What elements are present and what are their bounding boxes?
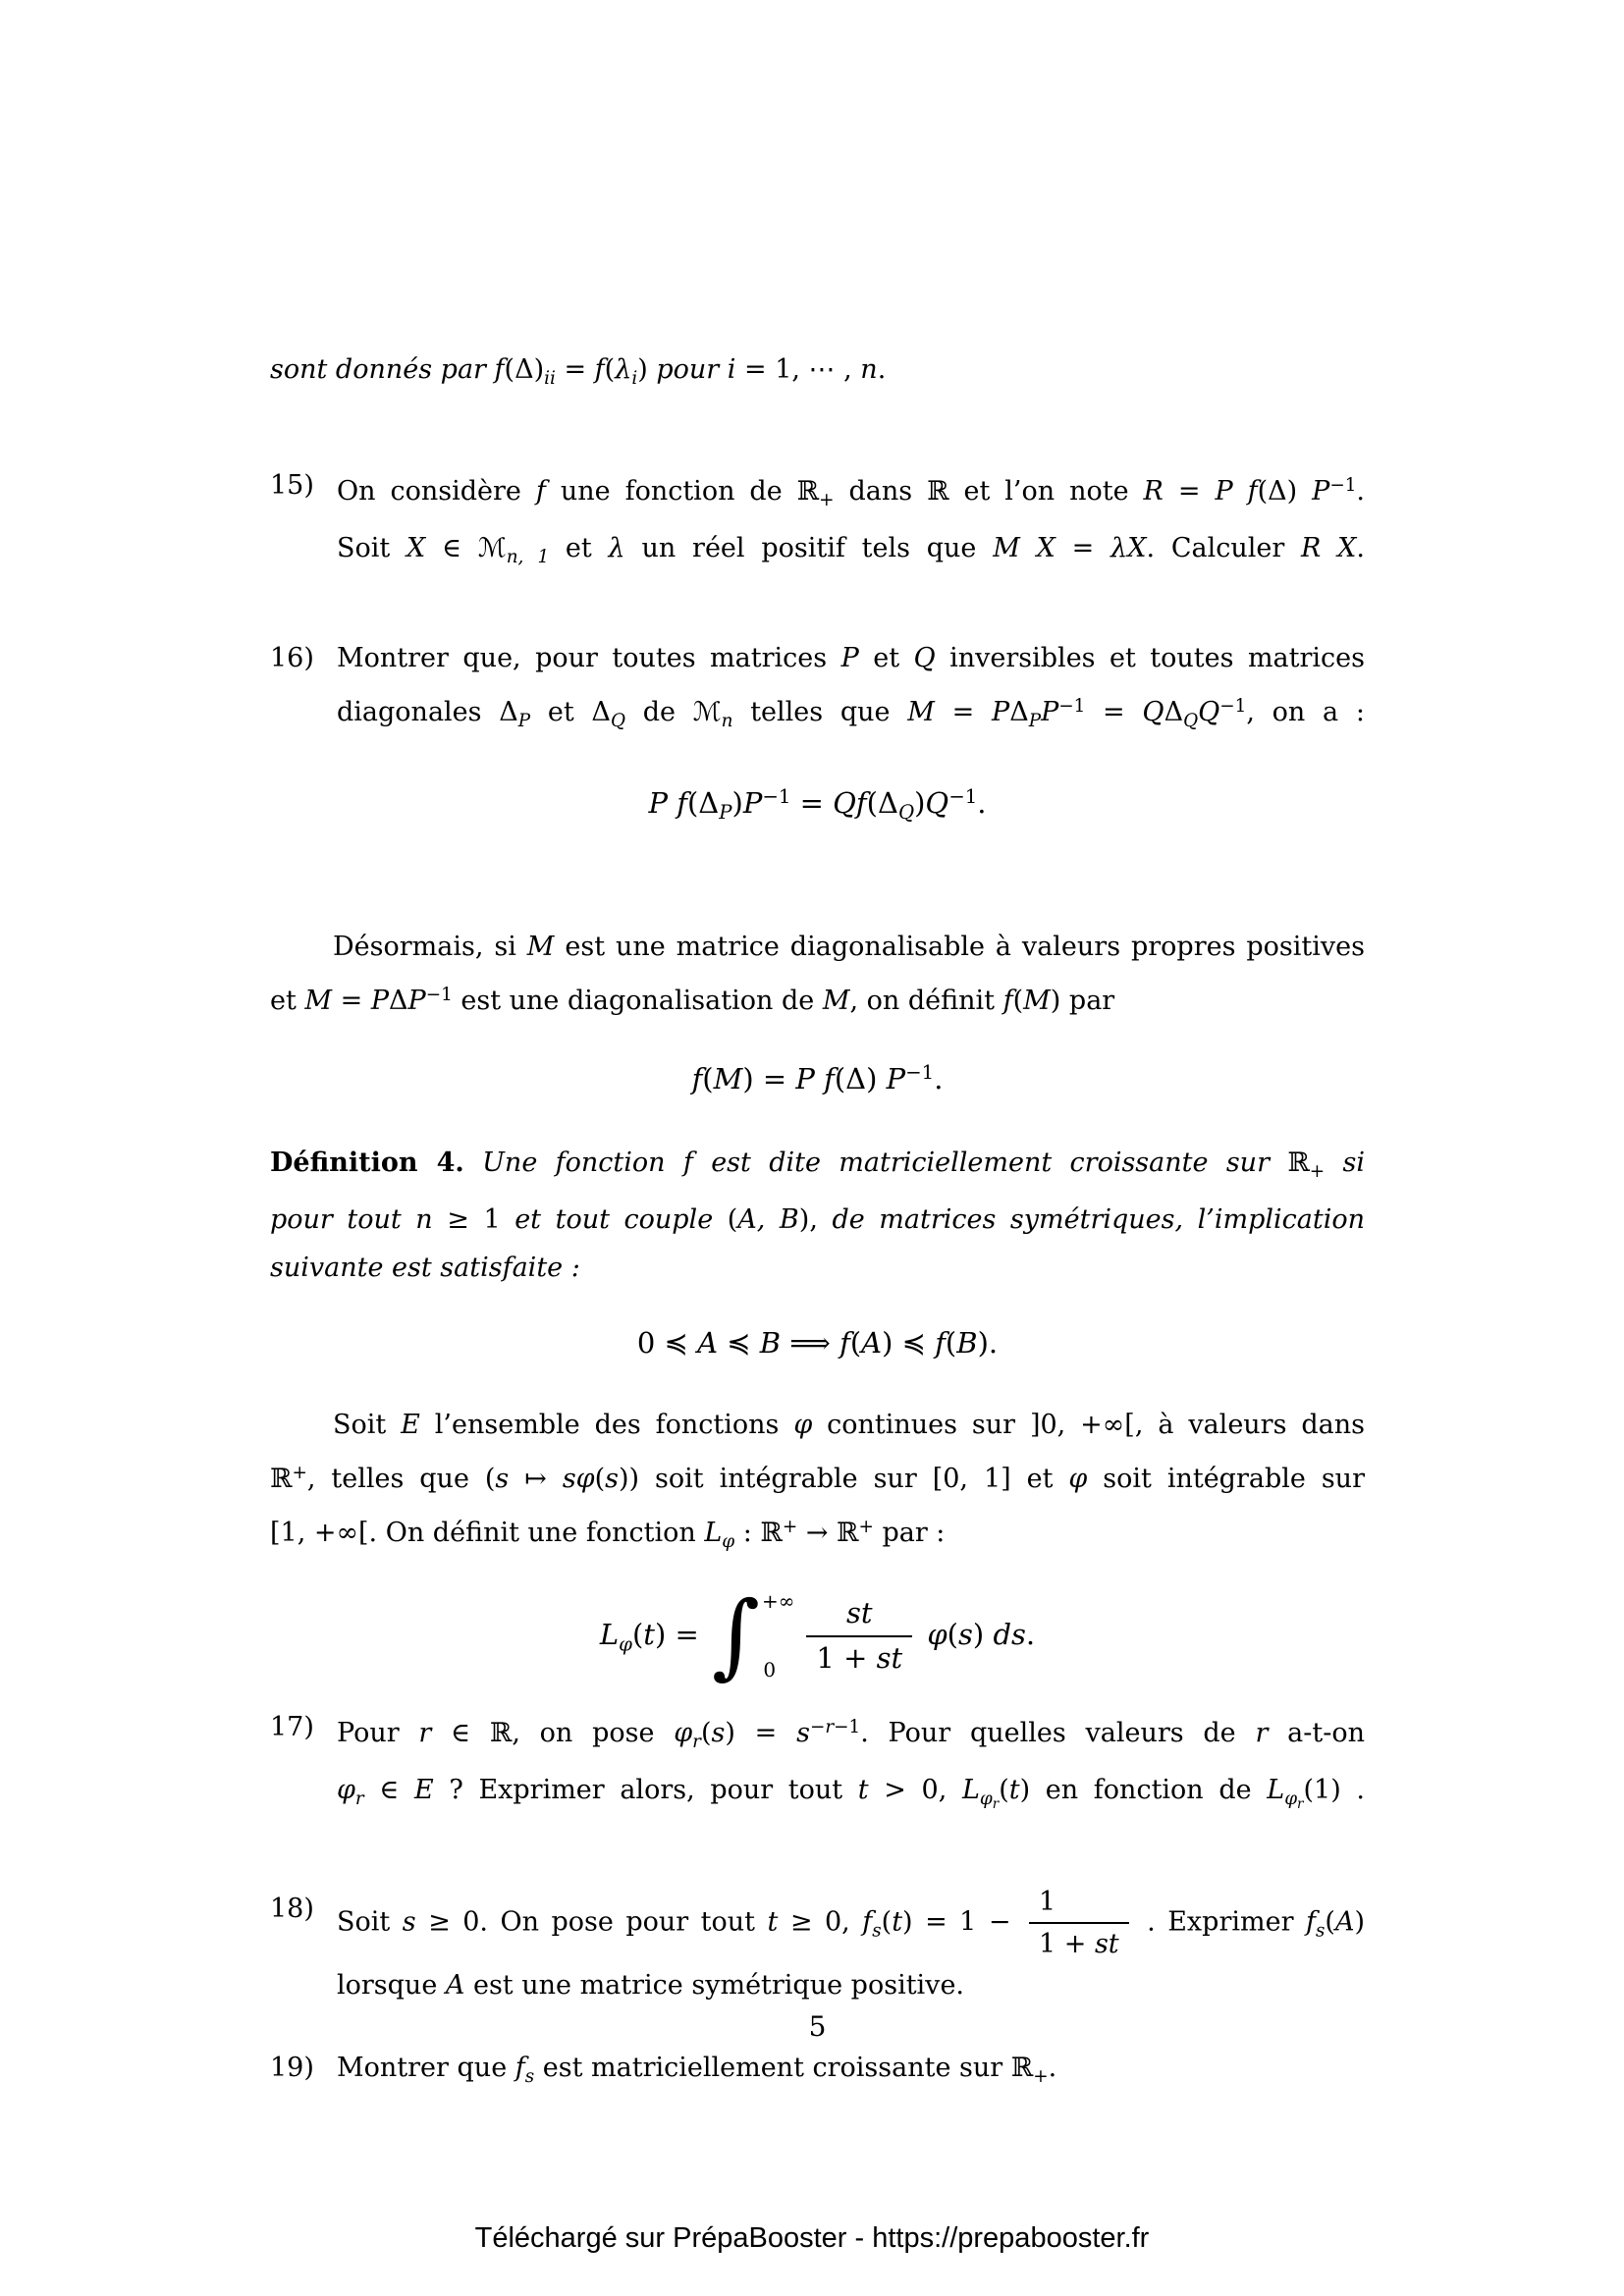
text-line: Montrer que, pour toutes matrices P et Q inversibles et toutes matrices (337, 642, 1365, 673)
question-18 (270, 1885, 1365, 2009)
text-line: Soit E l’ensemble des fonctions φ continues sur ]0, +∞[, à valeurs dans (333, 1409, 1365, 1440)
question-number: 17) (270, 1712, 314, 1743)
question-17 (270, 1703, 1365, 1829)
display-formula-integral: $L_\varphi(t)$ = ∫ +∞ 0 $\frac{st}{1 + st}$ φ(s) ds. (599, 1582, 1036, 1690)
text-line: Montrer que $f_s$ est matriciellement croissante sur ℝ$_+$. (337, 2053, 1057, 2088)
question-body (337, 2044, 1365, 2101)
fraction: $\frac{st}{1 + st}$ (806, 1595, 912, 1677)
footer-text: Téléchargé sur PrépaBooster - https://prepabooster.fr (474, 2222, 1150, 2254)
text-line: Soit s ≥ 0. On pose pour tout t ≥ 0, $f_s(t) = 1$ − $\frac{1}{1 + st}$ . Exprimer $f_s(A)$ (337, 1885, 1365, 1961)
question-body (337, 461, 1365, 581)
text-line: Pour r ∈ ℝ, on pose $\varphi_r(s) = s^{-r-1}$. Pour quelles valeurs de r a-t-on (337, 1717, 1365, 1753)
question-19 (270, 2044, 1365, 2101)
question-15 (270, 461, 1365, 581)
question-number: 16) (270, 642, 314, 673)
text-line: lorsque A est une matrice symétrique positive. (337, 1970, 965, 2002)
page-content (270, 346, 1365, 2101)
intro-line: sont donnés par $f(\Delta)_{ii} = f(\lambda_i)$ pour i = 1, ⋯ , n. (270, 354, 887, 389)
text-line: [1, +∞[. On définit une fonction $L_\varphi$ : ℝ+ → ℝ+ par : (270, 1517, 946, 1553)
fraction: $\frac{1}{1 + st}$ (1029, 1885, 1129, 1961)
page-number: 5 (808, 2010, 827, 2043)
question-16 (270, 634, 1365, 745)
text-line: ℝ+, telles que (s ↦ sφ(s)) soit intégrable sur [0, 1] et φ soit intégrable sur (270, 1462, 1365, 1495)
paragraph-soit-e (270, 1401, 1365, 1566)
text-line: Définition 4. Une fonction f est dite matriciellement croissante sur ℝ$_+$ si (270, 1148, 1365, 1182)
text-line: et $M = P\Delta P^{-1}$ est une diagonalisation de M, on définit f(M) par (270, 985, 1115, 1017)
display-formula-f-of-m: f(M) = P f(Δ) $P^{-1}$. (691, 1061, 944, 1096)
definition-4 (270, 1139, 1365, 1292)
text-line: On considère f une fonction de ℝ$_+$ dans ℝ et l’on note R = P f(Δ) $P^{-1}$. (337, 474, 1365, 510)
text-line: Soit X ∈ ℳ$_{n, 1}$ et λ un réel positif tels que M X = λX. Calculer R X. (337, 532, 1365, 567)
question-body (337, 634, 1365, 745)
paragraph-desormais (270, 923, 1365, 1025)
text-line: suivante est satisfaite : (270, 1252, 580, 1283)
text-line: $\varphi_r$ ∈ E ? Exprimer alors, pour tout t > 0, $L_{\varphi r}(t)$ en fonction de $L_{\varphi r}(1)$ . (337, 1775, 1365, 1813)
question-number: 19) (270, 2053, 314, 2084)
text-line: Désormais, si M est une matrice diagonalisable à valeurs propres positives (333, 932, 1365, 962)
text-line: pour tout n ≥ 1 et tout couple (A, B), de matrices symétriques, l’implication (270, 1203, 1365, 1235)
footer-credit (0, 2220, 1624, 2256)
question-number: 15) (270, 469, 314, 501)
display-formula-q16: P $f(\Delta_P)P^{-1} = Qf(\Delta_Q)Q^{-1}$. (648, 784, 987, 824)
display-formula-definition: 0 ≼ A ≼ B ⟹ f(A) ≼ f(B). (636, 1325, 999, 1360)
question-number: 18) (270, 1894, 314, 1925)
text-line: diagonales $\Delta_P$ et $\Delta_Q$ de ℳ$_n$ telles que $M = P\Delta_PP^{-1} = Q\Delta_QQ^{-1}$, on a : (337, 695, 1365, 731)
question-body (337, 1885, 1365, 2009)
integral-sign: ∫ +∞ 0 (712, 1582, 795, 1690)
question-body (337, 1703, 1365, 1829)
